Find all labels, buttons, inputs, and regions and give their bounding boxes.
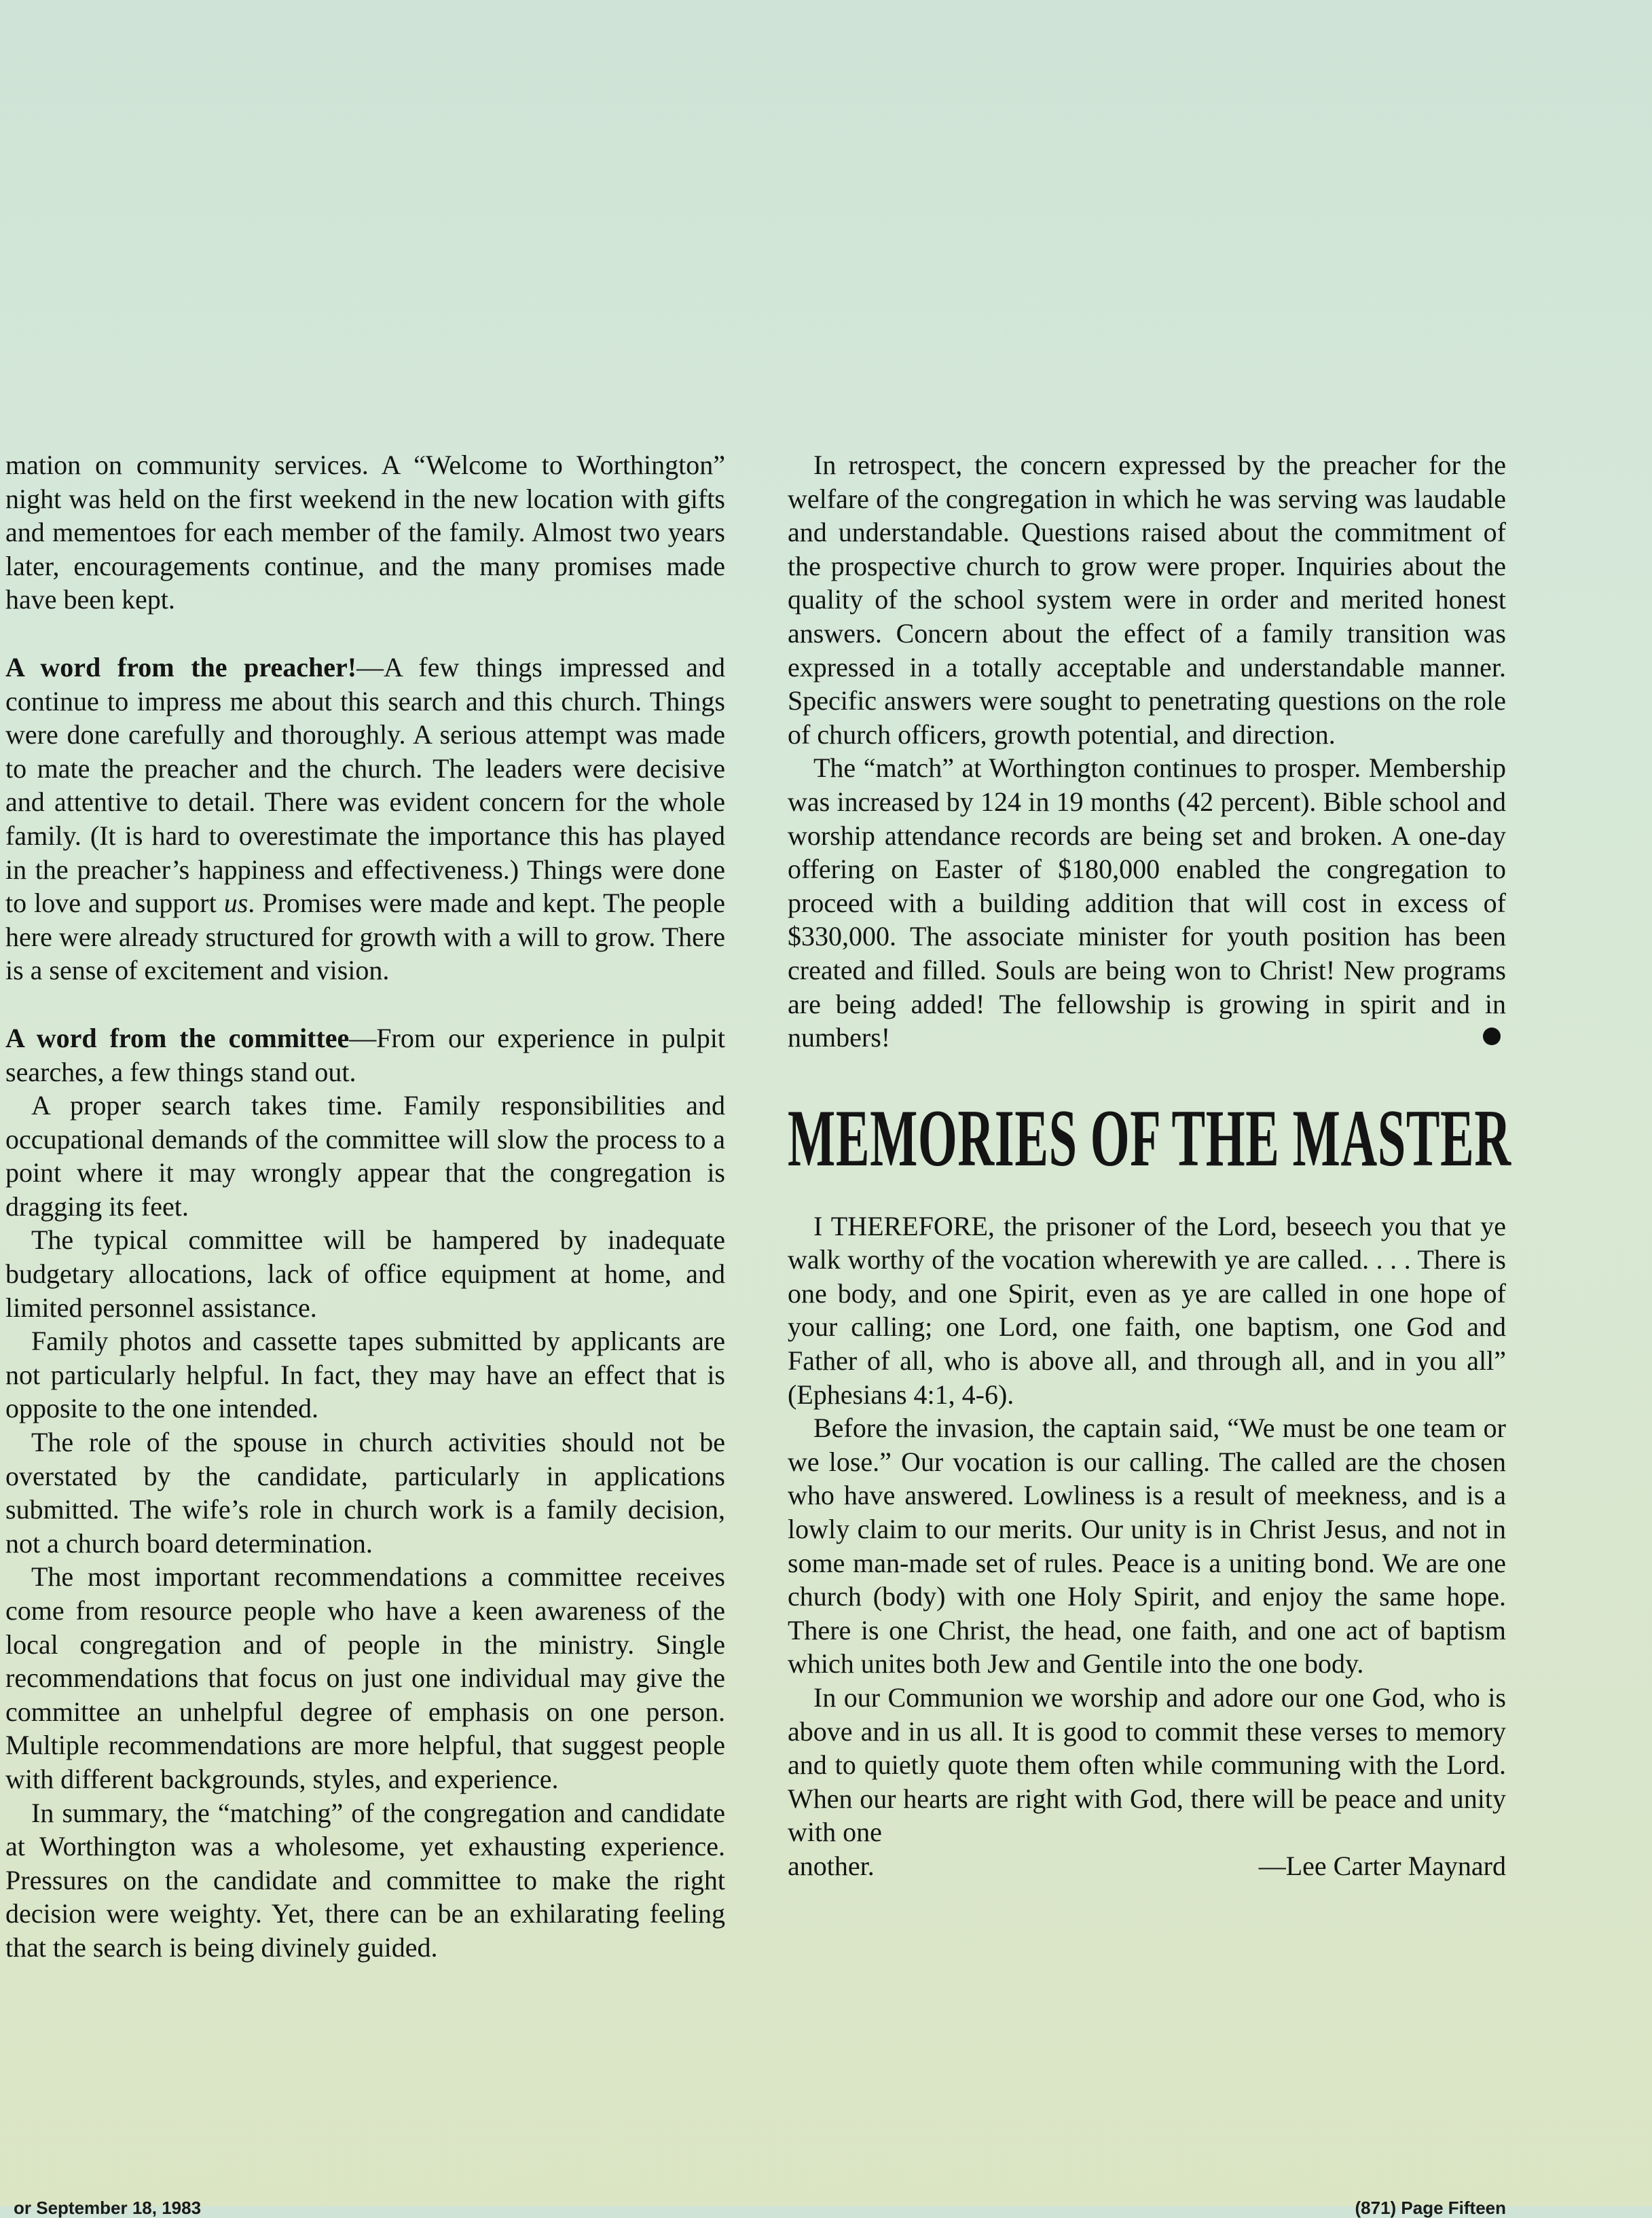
text-run: The “match” at Worthington continues to prosper. Membership was increased by 124 in 19 months (42 percent). Bible school and worship attendance records are being set and broken. A one-day offering on Easter of $180,000 enabled the congregation to proceed with a building addition that will cost in excess of $330,000. The associate minister for youth position has been created and filled. Souls are being won to Christ! New programs are being added! The fellowship is growing in spirit and in numbers! xyxy=(788,752,1506,1053)
paragraph: mation on community services. A “Welcome to Worthington” night was held on the first weekend in the new location with gifts and mementoes for each member of the family. Almost two years later, encouragements continue, and the many promises made have been kept. xyxy=(5,450,725,615)
paragraph: In retrospect, the concern expressed by the preacher for the welfare of the congregation in which he was serving was laudable and understandable. Questions raised about the commitment of the prospective church to grow were proper. Inquiries about the quality of the school system were in order and merited honest answers. Concern about the effect of a family transition was expressed in a totally acceptable and understandable manner. Specific answers were sought to penetrating questions on the role of church officers, growth potential, and direction. xyxy=(788,450,1506,750)
right-column xyxy=(788,448,1511,1883)
footer-page-number: (871) Page Fifteen xyxy=(1355,2198,1506,2218)
paragraph: Family photos and cassette tapes submitted by applicants are not particularly helpful. In fact, they may have an effect that is opposite to the one intended. xyxy=(5,1326,725,1424)
subheading-preacher: A word from the preacher! xyxy=(5,651,357,683)
author-signature: —Lee Carter Maynard xyxy=(1258,1850,1506,1881)
last-word: another. xyxy=(788,1850,875,1881)
paragraph: Before the invasion, the captain said, “We must be one team or we lose.” Our vocation is our calling. The called are the chosen who have answered. Lowliness is a result of meekness, and is a lowly claim to our merits. Our unity is in Christ Jesus, and not in some man-made set of rules. Peace is a uniting bond. We are one church (body) with one Holy Spirit, and enjoy the same hope. There is one Christ, the head, one faith, and one act of baptism which unites both Jew and Gentile into the one body. xyxy=(788,1413,1506,1679)
left-column xyxy=(5,448,725,1965)
footer-date: or September 18, 1983 xyxy=(14,2198,202,2218)
end-of-article-dot-icon xyxy=(1483,1028,1501,1045)
emphasis-text: us xyxy=(223,888,249,919)
paragraph: The role of the spouse in church activities should not be overstated by the candidate, particularly in applications submitted. The wife’s role in church work is a family decision, not a church board determination. xyxy=(5,1427,725,1559)
text-run: . Promises were made and kept. The people here were already structured for growth with a will to grow. There is a sense of excitement and vision. xyxy=(5,888,725,986)
paragraph: I THEREFORE, the prisoner of the Lord, beseech you that ye walk worthy of the vocation wherewith ye are called. . . . There is one body, and one Spirit, even as ye are called in one hope of your calling; one Lord, one faith, one baptism, one God and Father of all, who is above all, and through all, and in you all” (Ephesians 4:1, 4-6). xyxy=(788,1210,1506,1410)
section-title: MEMORIES OF THE MASTER xyxy=(788,1092,1511,1183)
paragraph: The typical committee will be hampered by inadequate budgetary allocations, lack of office equipment at home, and limited personnel assistance. xyxy=(5,1224,725,1323)
paragraph: A proper search takes time. Family responsibilities and occupational demands of the committee will slow the process to a point where it may wrongly appear that the congregation is dragging its feet. xyxy=(5,1090,725,1222)
paragraph-with-end-mark xyxy=(788,751,1506,1054)
signature-line xyxy=(788,1849,1506,1883)
text-run: —A few things impressed and continue to impress me about this search and this church. Things were done carefully and thoroughly. A serious attempt was made to mate the preacher and the church. The leaders were decisive and attentive to detail. There was evident concern for the whole family. (It is hard to overestimate the importance this has played in the preacher’s happiness and effectiveness.) Things were done to love and support xyxy=(5,651,726,919)
paragraph: The most important recommendations a committee receives come from resource people who have a keen awareness of the local congregation and of people in the ministry. Single recommendations that focus on just one individual may give the committee an unhelpful degree of emphasis on one person. Multiple recommendations are more helpful, that suggest people with different backgrounds, styles, and experience. xyxy=(5,1561,725,1794)
subheading-committee: A word from the committee xyxy=(5,1022,350,1053)
paragraph: In our Communion we worship and adore our one God, who is above and in us all. It is good to commit these verses to memory and to quietly quote them often while communing with the Lord. When our hearts are right with God, there will be peace and unity with one xyxy=(788,1682,1506,1848)
text-run: —From our experience in pulpit searches, a few things stand out. xyxy=(5,1022,725,1087)
paragraph-committee xyxy=(5,1021,725,1089)
paragraph-preacher xyxy=(5,651,725,987)
paragraph: In summary, the “matching” of the congregation and candidate at Worthington was a wholesome, yet exhausting experience. Pressures on the candidate and committee to make the right decision were weighty. Yet, there can be an exhilarating feeling that the search is being divinely guided. xyxy=(5,1797,725,1963)
